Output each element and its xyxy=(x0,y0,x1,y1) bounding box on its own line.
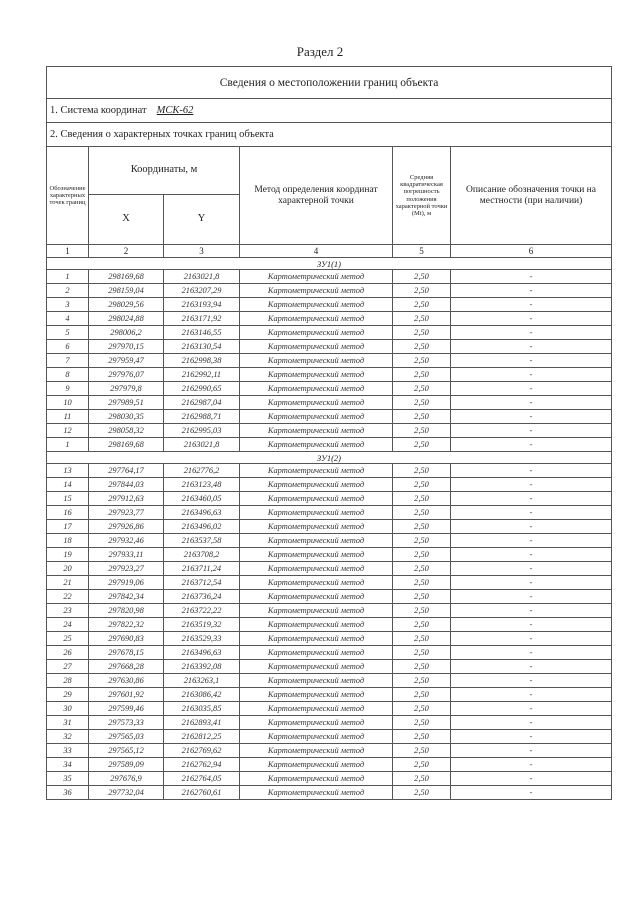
point-number: 2 xyxy=(47,284,89,298)
y-coordinate: 2162762,94 xyxy=(164,758,240,772)
point-number: 31 xyxy=(47,716,89,730)
y-coordinate: 2163712,54 xyxy=(164,576,240,590)
description-cell: - xyxy=(451,340,612,354)
rms-error-cell: 2,50 xyxy=(393,354,451,368)
y-coordinate: 2163722,22 xyxy=(164,604,240,618)
description-cell: - xyxy=(451,702,612,716)
table-row xyxy=(47,410,612,424)
y-coordinate: 2163537,58 xyxy=(164,534,240,548)
table-row xyxy=(47,326,612,340)
column-number: 5 xyxy=(393,245,451,258)
y-coordinate: 2162812,25 xyxy=(164,730,240,744)
point-number: 33 xyxy=(47,744,89,758)
table-row xyxy=(47,772,612,786)
method-cell: Картометрический метод xyxy=(240,312,393,326)
y-coordinate: 2163708,2 xyxy=(164,548,240,562)
table-row xyxy=(47,786,612,800)
table-row xyxy=(47,312,612,326)
method-cell: Картометрический метод xyxy=(240,660,393,674)
boundary-points-table xyxy=(46,66,612,800)
rms-error-cell: 2,50 xyxy=(393,326,451,340)
y-coordinate: 2163146,55 xyxy=(164,326,240,340)
x-coordinate: 297912,63 xyxy=(89,492,164,506)
point-number: 14 xyxy=(47,478,89,492)
description-cell: - xyxy=(451,382,612,396)
column-number: 2 xyxy=(89,245,164,258)
y-coordinate: 2162760,61 xyxy=(164,786,240,800)
point-number: 3 xyxy=(47,298,89,312)
method-cell: Картометрический метод xyxy=(240,548,393,562)
y-coordinate: 2162998,38 xyxy=(164,354,240,368)
description-cell: - xyxy=(451,270,612,284)
rms-error-cell: 2,50 xyxy=(393,424,451,438)
description-cell: - xyxy=(451,548,612,562)
group-header-row xyxy=(47,452,612,464)
description-cell: - xyxy=(451,298,612,312)
description-cell: - xyxy=(451,534,612,548)
method-cell: Картометрический метод xyxy=(240,786,393,800)
rms-error-cell: 2,50 xyxy=(393,562,451,576)
description-cell: - xyxy=(451,772,612,786)
table-row xyxy=(47,702,612,716)
x-coordinate: 297601,92 xyxy=(89,688,164,702)
y-coordinate: 2163711,24 xyxy=(164,562,240,576)
method-cell: Картометрический метод xyxy=(240,758,393,772)
method-cell: Картометрический метод xyxy=(240,284,393,298)
table-row xyxy=(47,382,612,396)
method-cell: Картометрический метод xyxy=(240,730,393,744)
table-row xyxy=(47,492,612,506)
point-number: 22 xyxy=(47,590,89,604)
method-cell: Картометрический метод xyxy=(240,590,393,604)
table-row xyxy=(47,340,612,354)
rms-error-cell: 2,50 xyxy=(393,688,451,702)
x-coordinate: 297573,33 xyxy=(89,716,164,730)
x-coordinate: 297565,12 xyxy=(89,744,164,758)
y-coordinate: 2163193,94 xyxy=(164,298,240,312)
description-cell: - xyxy=(451,786,612,800)
point-number: 11 xyxy=(47,410,89,424)
y-coordinate: 2163496,63 xyxy=(164,646,240,660)
rms-error-cell: 2,50 xyxy=(393,604,451,618)
y-coordinate: 2163460,05 xyxy=(164,492,240,506)
x-coordinate: 297599,46 xyxy=(89,702,164,716)
rms-error-cell: 2,50 xyxy=(393,660,451,674)
description-cell: - xyxy=(451,716,612,730)
description-cell: - xyxy=(451,492,612,506)
table-row xyxy=(47,632,612,646)
table-row xyxy=(47,576,612,590)
point-number: 5 xyxy=(47,326,89,340)
description-cell: - xyxy=(451,604,612,618)
point-number: 9 xyxy=(47,382,89,396)
coord-system-line xyxy=(47,99,612,123)
method-cell: Картометрический метод xyxy=(240,326,393,340)
y-coordinate: 2162988,71 xyxy=(164,410,240,424)
rms-error-cell: 2,50 xyxy=(393,674,451,688)
rms-error-cell: 2,50 xyxy=(393,492,451,506)
description-cell: - xyxy=(451,744,612,758)
y-coordinate: 2163035,85 xyxy=(164,702,240,716)
description-cell: - xyxy=(451,438,612,452)
point-number: 19 xyxy=(47,548,89,562)
point-number: 15 xyxy=(47,492,89,506)
description-cell: - xyxy=(451,618,612,632)
y-coordinate: 2163392,08 xyxy=(164,660,240,674)
y-coordinate: 2162987,04 xyxy=(164,396,240,410)
x-coordinate: 297676,9 xyxy=(89,772,164,786)
rms-error-cell: 2,50 xyxy=(393,534,451,548)
table-row xyxy=(47,478,612,492)
x-coordinate: 297932,46 xyxy=(89,534,164,548)
column-numbers-row xyxy=(47,245,612,258)
table-row xyxy=(47,660,612,674)
point-number: 35 xyxy=(47,772,89,786)
table-row xyxy=(47,424,612,438)
column-number: 6 xyxy=(451,245,612,258)
y-coordinate: 2163263,1 xyxy=(164,674,240,688)
x-coordinate: 298030,35 xyxy=(89,410,164,424)
x-coordinate: 297589,09 xyxy=(89,758,164,772)
rms-error-cell: 2,50 xyxy=(393,758,451,772)
table-row xyxy=(47,284,612,298)
point-number: 16 xyxy=(47,506,89,520)
y-coordinate: 2163130,54 xyxy=(164,340,240,354)
description-cell: - xyxy=(451,326,612,340)
table-row xyxy=(47,716,612,730)
method-cell: Картометрический метод xyxy=(240,702,393,716)
coord-system-value: МСК-62 xyxy=(156,105,194,116)
header-method: Метод определения координат характерной точки xyxy=(240,147,393,245)
description-cell: - xyxy=(451,520,612,534)
table-row xyxy=(47,534,612,548)
point-number: 26 xyxy=(47,646,89,660)
point-number: 8 xyxy=(47,368,89,382)
method-cell: Картометрический метод xyxy=(240,410,393,424)
table-row xyxy=(47,646,612,660)
description-cell: - xyxy=(451,758,612,772)
x-coordinate: 298169,68 xyxy=(89,270,164,284)
rms-error-cell: 2,50 xyxy=(393,368,451,382)
section-title: Раздел 2 xyxy=(296,44,344,59)
method-cell: Картометрический метод xyxy=(240,492,393,506)
description-cell: - xyxy=(451,410,612,424)
y-coordinate: 2163021,8 xyxy=(164,438,240,452)
table-row xyxy=(47,354,612,368)
x-coordinate: 297919,06 xyxy=(89,576,164,590)
x-coordinate: 297933,11 xyxy=(89,548,164,562)
rms-error-cell: 2,50 xyxy=(393,312,451,326)
rms-error-cell: 2,50 xyxy=(393,340,451,354)
method-cell: Картометрический метод xyxy=(240,576,393,590)
x-coordinate: 297678,15 xyxy=(89,646,164,660)
rms-error-cell: 2,50 xyxy=(393,646,451,660)
x-coordinate: 297976,07 xyxy=(89,368,164,382)
description-cell: - xyxy=(451,424,612,438)
rms-error-cell: 2,50 xyxy=(393,716,451,730)
x-coordinate: 297970,15 xyxy=(89,340,164,354)
point-number: 34 xyxy=(47,758,89,772)
description-cell: - xyxy=(451,632,612,646)
x-coordinate: 297630,86 xyxy=(89,674,164,688)
table-row xyxy=(47,396,612,410)
group-name: ЗУ1(2) xyxy=(47,452,612,464)
method-cell: Картометрический метод xyxy=(240,506,393,520)
point-number: 4 xyxy=(47,312,89,326)
point-number: 21 xyxy=(47,576,89,590)
table-row xyxy=(47,270,612,284)
x-coordinate: 297822,32 xyxy=(89,618,164,632)
rms-error-cell: 2,50 xyxy=(393,464,451,478)
rms-error-cell: 2,50 xyxy=(393,270,451,284)
group-header-row xyxy=(47,258,612,270)
description-cell: - xyxy=(451,590,612,604)
method-cell: Картометрический метод xyxy=(240,424,393,438)
point-number: 28 xyxy=(47,674,89,688)
table-row xyxy=(47,298,612,312)
point-number: 17 xyxy=(47,520,89,534)
point-number: 36 xyxy=(47,786,89,800)
description-cell: - xyxy=(451,646,612,660)
coord-system-label: 1. Система координат xyxy=(50,105,147,116)
method-cell: Картометрический метод xyxy=(240,368,393,382)
description-cell: - xyxy=(451,478,612,492)
method-cell: Картометрический метод xyxy=(240,534,393,548)
point-number: 1 xyxy=(47,270,89,284)
table-heading: Сведения о местоположении границ объекта xyxy=(47,67,612,99)
method-cell: Картометрический метод xyxy=(240,716,393,730)
x-coordinate: 297820,98 xyxy=(89,604,164,618)
method-cell: Картометрический метод xyxy=(240,464,393,478)
column-number: 3 xyxy=(164,245,240,258)
method-cell: Картометрический метод xyxy=(240,744,393,758)
y-coordinate: 2163021,8 xyxy=(164,270,240,284)
table-row xyxy=(47,604,612,618)
point-number: 25 xyxy=(47,632,89,646)
y-coordinate: 2163123,48 xyxy=(164,478,240,492)
table-row xyxy=(47,506,612,520)
y-coordinate: 2162992,11 xyxy=(164,368,240,382)
method-cell: Картометрический метод xyxy=(240,270,393,284)
point-number: 30 xyxy=(47,702,89,716)
rms-error-cell: 2,50 xyxy=(393,772,451,786)
x-coordinate: 297959,47 xyxy=(89,354,164,368)
rms-error-cell: 2,50 xyxy=(393,744,451,758)
x-coordinate: 297565,03 xyxy=(89,730,164,744)
x-coordinate: 298024,88 xyxy=(89,312,164,326)
method-cell: Картометрический метод xyxy=(240,382,393,396)
method-cell: Картометрический метод xyxy=(240,562,393,576)
rms-error-cell: 2,50 xyxy=(393,396,451,410)
x-coordinate: 297690,83 xyxy=(89,632,164,646)
method-cell: Картометрический метод xyxy=(240,604,393,618)
x-coordinate: 298029,56 xyxy=(89,298,164,312)
description-cell: - xyxy=(451,730,612,744)
x-coordinate: 297923,77 xyxy=(89,506,164,520)
description-cell: - xyxy=(451,562,612,576)
point-number: 12 xyxy=(47,424,89,438)
y-coordinate: 2163171,92 xyxy=(164,312,240,326)
method-cell: Картометрический метод xyxy=(240,674,393,688)
point-number: 6 xyxy=(47,340,89,354)
point-number: 1 xyxy=(47,438,89,452)
table-row xyxy=(47,520,612,534)
y-coordinate: 2162995,03 xyxy=(164,424,240,438)
y-coordinate: 2163496,02 xyxy=(164,520,240,534)
y-coordinate: 2162990,65 xyxy=(164,382,240,396)
point-number: 7 xyxy=(47,354,89,368)
header-description: Описание обозначения точки на местности (при наличии) xyxy=(451,147,612,245)
rms-error-cell: 2,50 xyxy=(393,506,451,520)
point-number: 29 xyxy=(47,688,89,702)
description-cell: - xyxy=(451,674,612,688)
method-cell: Картометрический метод xyxy=(240,520,393,534)
description-cell: - xyxy=(451,354,612,368)
table-row xyxy=(47,562,612,576)
x-coordinate: 297926,86 xyxy=(89,520,164,534)
x-coordinate: 298159,04 xyxy=(89,284,164,298)
table-row xyxy=(47,688,612,702)
rms-error-cell: 2,50 xyxy=(393,730,451,744)
description-cell: - xyxy=(451,312,612,326)
rms-error-cell: 2,50 xyxy=(393,382,451,396)
point-number: 13 xyxy=(47,464,89,478)
point-number: 32 xyxy=(47,730,89,744)
column-number: 1 xyxy=(47,245,89,258)
point-number: 18 xyxy=(47,534,89,548)
x-coordinate: 298006,2 xyxy=(89,326,164,340)
table-row xyxy=(47,758,612,772)
x-coordinate: 297989,51 xyxy=(89,396,164,410)
y-coordinate: 2163519,32 xyxy=(164,618,240,632)
header-x: X xyxy=(89,195,164,245)
rms-error-cell: 2,50 xyxy=(393,548,451,562)
table-row xyxy=(47,438,612,452)
x-coordinate: 297842,34 xyxy=(89,590,164,604)
table-row xyxy=(47,744,612,758)
description-cell: - xyxy=(451,506,612,520)
rms-error-cell: 2,50 xyxy=(393,618,451,632)
point-number: 27 xyxy=(47,660,89,674)
method-cell: Картометрический метод xyxy=(240,772,393,786)
table-row xyxy=(47,618,612,632)
column-number: 4 xyxy=(240,245,393,258)
rms-error-cell: 2,50 xyxy=(393,520,451,534)
x-coordinate: 297668,28 xyxy=(89,660,164,674)
table-row xyxy=(47,674,612,688)
y-coordinate: 2163496,63 xyxy=(164,506,240,520)
method-cell: Картометрический метод xyxy=(240,632,393,646)
x-coordinate: 297979,8 xyxy=(89,382,164,396)
rms-error-cell: 2,50 xyxy=(393,576,451,590)
table-row xyxy=(47,464,612,478)
rms-error-cell: 2,50 xyxy=(393,786,451,800)
rms-error-cell: 2,50 xyxy=(393,438,451,452)
y-coordinate: 2162776,2 xyxy=(164,464,240,478)
point-number: 24 xyxy=(47,618,89,632)
y-coordinate: 2162769,62 xyxy=(164,744,240,758)
y-coordinate: 2163207,29 xyxy=(164,284,240,298)
x-coordinate: 298169,68 xyxy=(89,438,164,452)
method-cell: Картометрический метод xyxy=(240,646,393,660)
method-cell: Картометрический метод xyxy=(240,340,393,354)
x-coordinate: 297923,27 xyxy=(89,562,164,576)
table-row xyxy=(47,548,612,562)
header-point-designation: Обозначение характерных точек границ xyxy=(47,147,89,245)
rms-error-cell: 2,50 xyxy=(393,478,451,492)
description-cell: - xyxy=(451,688,612,702)
y-coordinate: 2163529,33 xyxy=(164,632,240,646)
table-row xyxy=(47,730,612,744)
header-coordinates: Координаты, м xyxy=(89,147,240,195)
y-coordinate: 2162893,41 xyxy=(164,716,240,730)
rms-error-cell: 2,50 xyxy=(393,590,451,604)
method-cell: Картометрический метод xyxy=(240,478,393,492)
rms-error-cell: 2,50 xyxy=(393,298,451,312)
rms-error-cell: 2,50 xyxy=(393,632,451,646)
description-cell: - xyxy=(451,464,612,478)
y-coordinate: 2162764,05 xyxy=(164,772,240,786)
method-cell: Картометрический метод xyxy=(240,688,393,702)
y-coordinate: 2163086,42 xyxy=(164,688,240,702)
description-cell: - xyxy=(451,660,612,674)
method-cell: Картометрический метод xyxy=(240,618,393,632)
point-number: 23 xyxy=(47,604,89,618)
method-cell: Картометрический метод xyxy=(240,354,393,368)
table-row xyxy=(47,590,612,604)
point-number: 10 xyxy=(47,396,89,410)
description-cell: - xyxy=(451,576,612,590)
rms-error-cell: 2,50 xyxy=(393,410,451,424)
header-rms-error: Средняя квадратическая погрешность положения характерной точки (Mt), м xyxy=(393,147,451,245)
method-cell: Картометрический метод xyxy=(240,298,393,312)
group-name: ЗУ1(1) xyxy=(47,258,612,270)
description-cell: - xyxy=(451,396,612,410)
points-section-label: 2. Сведения о характерных точках границ объекта xyxy=(47,123,612,147)
rms-error-cell: 2,50 xyxy=(393,702,451,716)
header-y: Y xyxy=(164,195,240,245)
table-row xyxy=(47,368,612,382)
x-coordinate: 297764,17 xyxy=(89,464,164,478)
method-cell: Картометрический метод xyxy=(240,396,393,410)
description-cell: - xyxy=(451,284,612,298)
description-cell: - xyxy=(451,368,612,382)
x-coordinate: 297844,03 xyxy=(89,478,164,492)
rms-error-cell: 2,50 xyxy=(393,284,451,298)
method-cell: Картометрический метод xyxy=(240,438,393,452)
x-coordinate: 297732,04 xyxy=(89,786,164,800)
x-coordinate: 298058,32 xyxy=(89,424,164,438)
point-number: 20 xyxy=(47,562,89,576)
y-coordinate: 2163736,24 xyxy=(164,590,240,604)
